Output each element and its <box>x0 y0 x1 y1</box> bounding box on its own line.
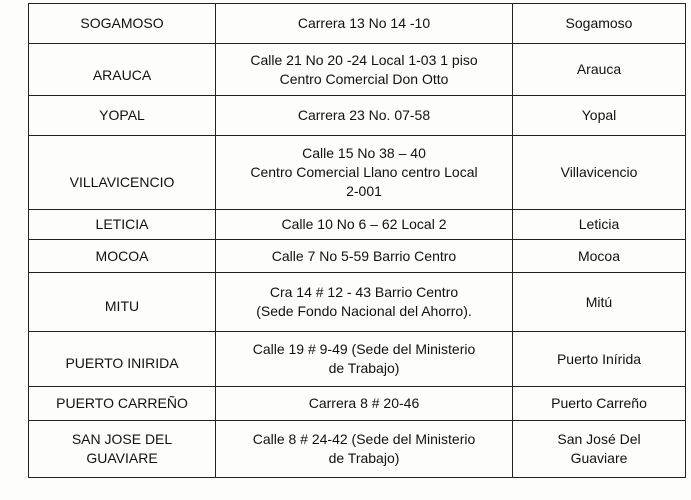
department-text: Leticia <box>578 216 620 232</box>
department-cell <box>513 96 686 136</box>
table-row <box>29 210 686 240</box>
city-cell <box>29 332 216 387</box>
department-text: Guaviare <box>570 450 628 466</box>
table-row <box>29 44 686 96</box>
address-text: Carrera 23 No. 07-58 <box>297 107 431 123</box>
city-text: VILLAVICENCIO <box>69 173 175 190</box>
city-text: YOPAL <box>99 107 145 123</box>
city-text: SAN JOSE DEL <box>71 431 173 447</box>
department-cell <box>513 210 686 240</box>
department-cell <box>513 273 686 332</box>
city-text: ARAUCA <box>92 66 152 83</box>
table-row <box>29 421 686 478</box>
table-row <box>29 332 686 387</box>
city-text: MOCOA <box>95 247 149 264</box>
address-text: Calle 8 # 24-42 (Sede del Ministerio <box>252 431 476 447</box>
address-text: Calle 10 No 6 – 62 Local 2 <box>281 216 447 232</box>
address-text: (Sede Fondo Nacional del Ahorro). <box>256 303 472 319</box>
address-cell <box>216 44 513 96</box>
address-cell <box>216 4 513 44</box>
city-text: PUERTO INIRIDA <box>65 355 179 371</box>
address-text: Centro Comercial Llano centro Local <box>250 164 478 180</box>
address-cell <box>216 387 513 421</box>
city-cell <box>29 44 216 96</box>
city-cell <box>29 387 216 421</box>
city-cell <box>29 273 216 332</box>
department-text: Puerto Inírida <box>556 350 642 367</box>
department-text: Mocoa <box>577 247 621 264</box>
address-text: Calle 15 No 38 – 40 <box>302 145 426 161</box>
address-cell <box>216 332 513 387</box>
city-text: MITU <box>104 298 140 314</box>
address-text: Carrera 13 No 14 -10 <box>297 15 431 31</box>
offices-table <box>28 3 686 478</box>
department-cell <box>513 240 686 273</box>
address-text: Carrera 8 # 20-46 <box>308 395 420 411</box>
city-cell <box>29 96 216 136</box>
city-cell <box>29 136 216 210</box>
address-text: 2-001 <box>346 183 382 199</box>
address-text: Centro Comercial Don Otto <box>279 70 449 87</box>
department-text: Mitú <box>585 293 613 310</box>
department-cell <box>513 332 686 387</box>
department-text: Sogamoso <box>565 15 633 31</box>
table-row <box>29 4 686 44</box>
address-cell <box>216 210 513 240</box>
department-cell <box>513 136 686 210</box>
address-cell <box>216 136 513 210</box>
city-text: GUAVIARE <box>86 450 158 466</box>
city-cell <box>29 421 216 478</box>
address-text: de Trabajo) <box>328 450 400 466</box>
department-text: San José Del <box>557 431 641 447</box>
city-text: SOGAMOSO <box>80 15 164 31</box>
city-cell <box>29 4 216 44</box>
table-row <box>29 240 686 273</box>
address-text: de Trabajo) <box>328 360 400 376</box>
table-row <box>29 96 686 136</box>
address-text: Calle 21 No 20 -24 Local 1-03 1 piso <box>250 51 478 68</box>
address-text: Calle 19 # 9-49 (Sede del Ministerio <box>252 341 476 357</box>
address-text: Calle 7 No 5-59 Barrio Centro <box>271 247 457 264</box>
table-row <box>29 273 686 332</box>
department-text: Villavicencio <box>560 164 638 180</box>
city-text: PUERTO CARREÑO <box>56 395 188 411</box>
department-text: Arauca <box>576 61 622 77</box>
table-row <box>29 136 686 210</box>
department-cell <box>513 4 686 44</box>
address-cell <box>216 421 513 478</box>
department-cell <box>513 44 686 96</box>
address-cell <box>216 96 513 136</box>
city-cell <box>29 210 216 240</box>
department-text: Puerto Carreño <box>551 395 647 411</box>
address-cell <box>216 240 513 273</box>
table-row <box>29 387 686 421</box>
address-text: Cra 14 # 12 - 43 Barrio Centro <box>269 284 459 300</box>
city-cell <box>29 240 216 273</box>
city-text: LETICIA <box>95 216 149 232</box>
department-cell <box>513 387 686 421</box>
address-cell <box>216 273 513 332</box>
department-text: Yopal <box>581 107 617 123</box>
department-cell <box>513 421 686 478</box>
